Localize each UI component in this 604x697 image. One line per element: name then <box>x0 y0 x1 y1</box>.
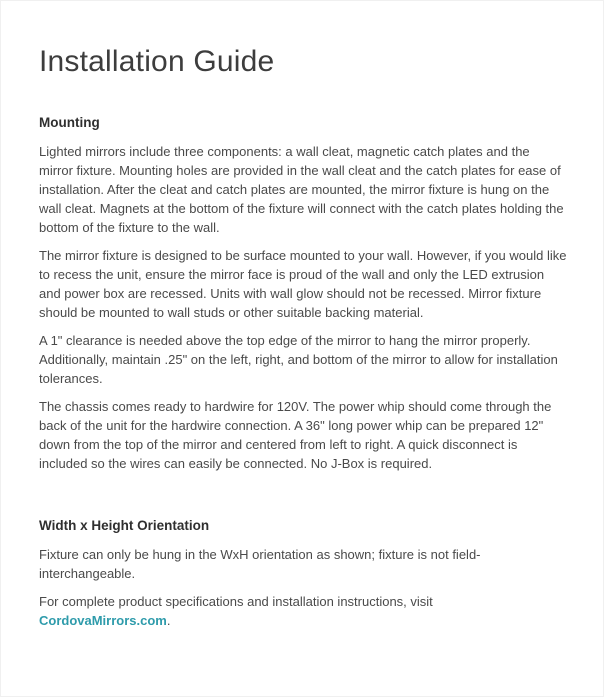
paragraph-hardwire: The chassis comes ready to hardwire for 120V. The power whip should come through the back of the unit for the hardwire connection. A 36" long power whip can be prepared 12" down from the top of the mirror and centered from left to right. A quick disconnect is included so the wires can easily be connected. No J-Box is required. <box>39 399 552 471</box>
paragraph-surface-mount: The mirror fixture is designed to be surface mounted to your wall. However, if you would like to recess the unit, ensure the mirror face is proud of the wall and only the LED extrusion and power box are recessed. Units with wall glow should not be recessed. Mirror fixture should be mounted to wall studs or other suitable backing material. <box>39 248 567 320</box>
section-heading-mounting: Mounting <box>39 115 100 130</box>
link-sentence-prefix: For complete product specifications and installation instructions, visit <box>39 594 433 609</box>
paragraph-more-info <box>39 592 567 630</box>
page-title: Installation Guide <box>39 45 275 78</box>
paragraph-components: Lighted mirrors include three components: a wall cleat, magnetic catch plates and the mirror fixture. Mounting holes are provided in the wall cleat and the catch plates for ease of installation. After the cleat and catch plates are mounted, the mirror fixture is hung on the wall cleat. Magnets at the bottom of the fixture will connect with the catch plates holding the bottom of the fixture to the wall. <box>39 144 564 235</box>
cordova-mirrors-link[interactable]: CordovaMirrors.com <box>39 613 167 628</box>
paragraph-orientation: Fixture can only be hung in the WxH orientation as shown; fixture is not field-interchangeable. <box>39 547 481 581</box>
section-orientation <box>39 517 567 630</box>
section-heading-orientation: Width x Height Orientation <box>39 518 210 533</box>
paragraph-clearance: A 1" clearance is needed above the top edge of the mirror to hang the mirror properly. Additionally, maintain .25" on the left, right, and bottom of the mirror to allow for installation tolerances. <box>39 333 558 386</box>
document-page <box>1 1 603 630</box>
section-mounting <box>39 114 567 473</box>
link-sentence-suffix: . <box>166 613 171 628</box>
